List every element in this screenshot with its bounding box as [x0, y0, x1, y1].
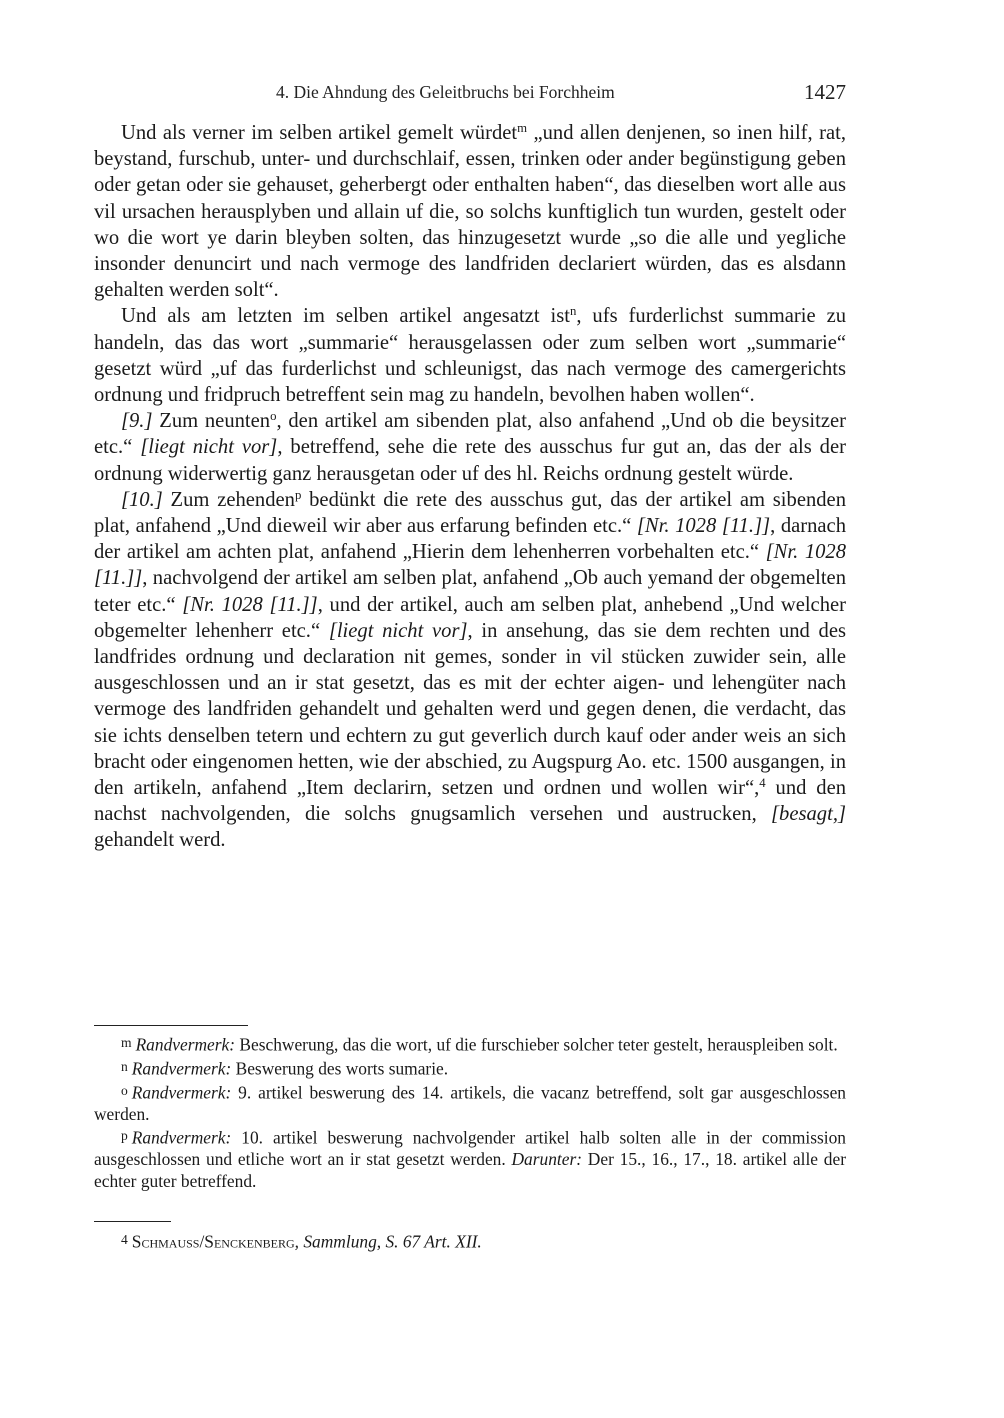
page-header [94, 80, 846, 106]
text-span: , in ansehung, das sie dem rechten und des landfrides ordnung und declaration nit gemes, sonder in vil stücken zuwider sein, alle ausgeschlossen und an ir stat gesetzt, das es mit der echter aigen- und lehengüter nach vermoge des landfriden gehandelt und gehalten werd und gegen denen, die verdacht, das sie ichts denselben tetern und echtern zu gut geverlich durch kauf oder ander weis an sich bracht oder eingenomen hetten, wie der abschied, zu Augspurg Ao. etc. 1500 ausgangen, in den artikeln, anfahend „Item declarirn, setzen und ordnen und wollen wir“, [94, 619, 846, 800]
paragraph-2 [94, 303, 846, 408]
text-span: Und als verner im selben artikel gemelt würdet [121, 122, 518, 144]
footnote-ref-m: m [517, 120, 528, 135]
footnote-4 [94, 1229, 846, 1253]
text-span: Zum zehenden [162, 488, 295, 511]
footnote-mark: p [121, 1128, 128, 1144]
text-span: , den artikel am sibenden plat, also anfahend „Und ob die beysitzer etc.“ [94, 410, 846, 459]
footnote-label: Darunter: [511, 1149, 583, 1170]
footnote-m [94, 1032, 846, 1056]
paragraph-3 [94, 408, 846, 487]
footnote-ref-o: o [270, 409, 277, 424]
footnote-text: Beswerung des worts sumarie. [231, 1058, 449, 1079]
footnote-ref-n: n [569, 304, 577, 319]
footnote-text: Beschwerung, das die wort, uf die furschieber solcher teter gestelt, herauspleiben solt. [235, 1034, 838, 1055]
section-number: [9.] [121, 410, 153, 433]
cross-reference: [Nr. 1028 [11.]] [94, 541, 847, 590]
text-span: Und als am letzten im selben artikel angesatzt ist [121, 305, 570, 328]
page-number: 1427 [804, 80, 846, 104]
footnote-mark: n [121, 1058, 128, 1074]
paragraph-4 [94, 487, 846, 854]
footnote-label: Randvermerk: [131, 1058, 232, 1079]
cross-reference: [Nr. 1028 [11.]] [636, 515, 771, 538]
footnote-label: Randvermerk: [131, 1127, 232, 1148]
footnote-text: Der 15., 16., 17., 18. artikel alle der echter guter betreffend. [94, 1149, 846, 1191]
text-span: , nachvolgend der artikel am selben plat, anfahend „Ob auch yemand der obgemelten teter etc.“ [94, 567, 846, 616]
text-span: , ufs furderlichst summarie zu handeln, das das wort „summarie“ herausgelassen oder zum selben wort „summarie“ gesetzt würd „uf das furderlichst und schleunigst, das nach vermoge des camergerichts ordnung und fridpruch betreffent sein mag zu handeln, bevolhen haben wollen“. [94, 305, 847, 407]
footnote-mark: 4 [121, 1232, 128, 1247]
footnote-o [94, 1080, 846, 1125]
text-critical-notes [94, 1032, 846, 1192]
paragraph-1 [94, 120, 846, 303]
citation-reference: , Sammlung, S. 67 Art. XII. [294, 1231, 482, 1252]
footnote-label: Randvermerk: [131, 1082, 232, 1103]
editorial-note: [besagt,] [771, 803, 846, 826]
citation-author: Schmauss/Senckenberg [131, 1231, 295, 1252]
document-page [94, 0, 846, 1418]
footnote-mark: o [121, 1082, 128, 1098]
text-span: , betreffend, sehe die rete des ausschus fur gut an, das der als der ordnung widerwertig ganz herausgetan oder uf des hl. Reichs ordnung gestelt würde. [94, 436, 846, 485]
footnote-n [94, 1056, 846, 1080]
running-title: 4. Die Ahndung des Geleitbruchs bei Forchheim [276, 82, 615, 102]
text-span: , und der artikel, auch am selben plat, anhebend „Und welcher obgemelter lehenherr etc.“ [94, 593, 846, 642]
section-number: [10.] [121, 488, 163, 511]
editorial-note: [liegt nicht vor] [140, 436, 278, 459]
text-span: , darnach der artikel am achten plat, anfahend „Hierin dem lehenherren vorbehalten etc.“ [94, 515, 846, 564]
footnote-ref-4: 4 [759, 776, 766, 791]
footnote-p [94, 1125, 846, 1192]
footnote-ref-p: p [294, 487, 302, 502]
text-span: „und allen denjenen, so inen hilf, rat, beystand, furschub, unter- und durchschlaif, essen, trinken oder ander begünstigung geben oder getan oder sie gehauset, geherbergt oder enthalten haben“, das dieselben wort alle aus vil ursachen herausplyben und allain uf die, so solchs kunftiglich tun wurden, gestelt oder wo die wort ye darin bleyben solten, das hinzugesetzt wurde „so die alle und yegliche insonder denuncirt und nach vermoge des landfriden declariert würden, das es alsdann gehalten werden solt“. [94, 122, 846, 302]
text-span: gehandelt werd. [94, 829, 226, 852]
text-span: und den nachst nachvolgenden, die solchs gnugsamlich versehen und austrucken, [94, 777, 846, 826]
text-span: Zum neunten [152, 410, 271, 433]
footnote-divider [94, 1025, 248, 1026]
commentary-notes [94, 1229, 846, 1253]
text-span: bedünkt die rete des ausschus gut, das der artikel am sibenden plat, anfahend „Und dieweil wir aber aus erfarung befinden etc.“ [94, 488, 846, 538]
footnote-label: Randvermerk: [135, 1034, 236, 1055]
footnote-divider [94, 1221, 171, 1222]
main-text [94, 120, 846, 854]
cross-reference: [Nr. 1028 [11.]] [182, 593, 318, 616]
footnote-text: 10. artikel beswerung nachvolgender artikel halb solten alle in der commission ausgeschlossen und etliche wort an ir stat gesetzt werden. [94, 1127, 846, 1170]
footnote-text: 9. artikel beswerung des 14. artikels, die vacanz betreffend, solt gar ausgeschlossen werden. [94, 1082, 846, 1124]
editorial-note: [liegt nicht vor] [328, 619, 468, 642]
footnote-mark: m [121, 1035, 132, 1050]
